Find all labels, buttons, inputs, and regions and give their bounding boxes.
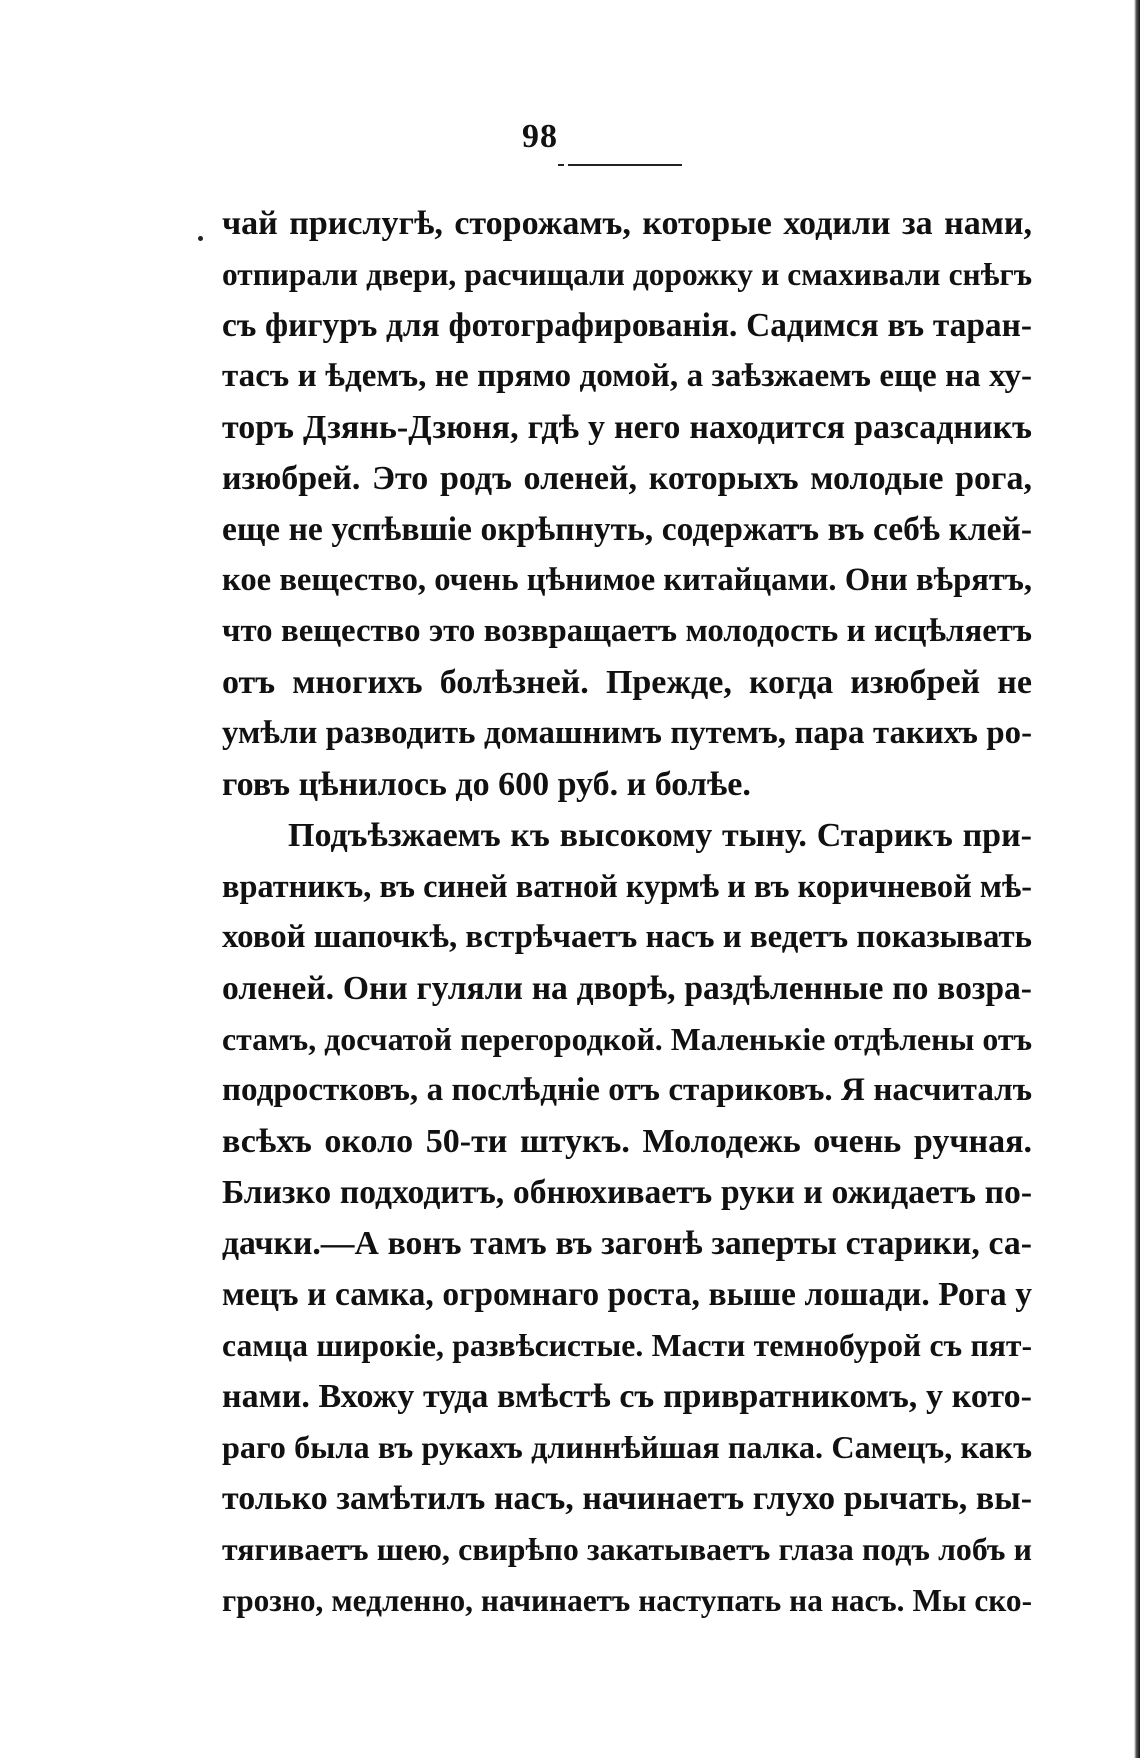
page-number: 98 — [522, 118, 558, 155]
text-line: чай прислугѣ, сторожамъ, которые ходили за нами, — [222, 205, 1032, 242]
text-line: дачки.—А вонъ тамъ въ загонѣ заперты старики, са- — [222, 1225, 1032, 1262]
text-line: оленей. Они гуляли на дворѣ, раздѣленные по возра- — [222, 970, 1032, 1007]
page-edge-shadow — [1134, 0, 1140, 1758]
paragraph-1 — [222, 198, 1032, 810]
text-line: Подъѣзжаемъ къ высокому тыну. Старикъ при- — [288, 817, 1032, 854]
text-line: отпирали двери, расчищали дорожку и смахивали снѣгъ — [222, 257, 1032, 292]
text-line: самца широкіе, развѣсистые. Масти темнобурой съ пят- — [222, 1328, 1032, 1363]
text-line: кое вещество, очень цѣнимое китайцами. Они вѣрятъ, — [222, 562, 1032, 598]
text-line: что вещество это возвращаетъ молодость и исцѣляетъ — [222, 613, 1032, 649]
text-line: мецъ и самка, огромнаго роста, выше лошади. Рога у — [222, 1276, 1032, 1313]
text-line: съ фигуръ для фотографированія. Садимся въ таран- — [222, 307, 1032, 344]
text-line: подростковъ, а послѣдніе отъ стариковъ. Я насчиталъ — [222, 1072, 1032, 1108]
text-line: тягиваетъ шею, свирѣпо закатываетъ глаза подъ лобъ и — [222, 1532, 1032, 1567]
text-line: говъ цѣнилось до 600 руб. и болѣе. — [222, 766, 751, 803]
text-line: грозно, медленно, начинаетъ наступать на насъ. Мы ско- — [222, 1583, 1032, 1618]
text-line: вратникъ, въ синей ватной курмѣ и въ коричневой мѣ- — [222, 868, 1032, 904]
paragraph-2 — [222, 810, 1032, 1626]
text-line: Близко подходитъ, обнюхиваетъ руки и ожидаетъ по- — [222, 1174, 1032, 1211]
body-text — [222, 198, 1032, 1626]
text-line: еще не успѣвшіе окрѣпнуть, содержатъ въ себѣ клей- — [222, 511, 1032, 548]
text-line: всѣхъ около 50-ти штукъ. Молодежь очень ручная. — [222, 1123, 1032, 1160]
text-line: стамъ, досчатой перегородкой. Маленькіе отдѣлены отъ — [222, 1022, 1032, 1057]
text-line: ховой шапочкѣ, встрѣчаетъ насъ и ведетъ показывать — [222, 919, 1032, 955]
text-line: изюбрей. Это родъ оленей, которыхъ молодые рога, — [222, 460, 1032, 497]
text-line: отъ многихъ болѣзней. Прежде, когда изюбрей не — [222, 664, 1032, 701]
text-line: только замѣтилъ насъ, начинаетъ глухо рычать, вы- — [222, 1480, 1032, 1517]
text-line: торъ Дзянь-Дзюня, гдѣ у него находится разсадникъ — [222, 409, 1032, 446]
margin-mark — [198, 236, 203, 241]
text-line: нами. Вхожу туда вмѣстѣ съ привратникомъ, у кото- — [222, 1378, 1032, 1415]
text-line: тасъ и ѣдемъ, не прямо домой, а заѣзжаемъ еще на ху- — [222, 358, 1032, 394]
text-line: раго была въ рукахъ длиннѣйшая палка. Самецъ, какъ — [222, 1429, 1032, 1465]
page-number-rule — [568, 164, 682, 166]
text-line: умѣли разводить домашнимъ путемъ, пара такихъ ро- — [222, 715, 1032, 751]
